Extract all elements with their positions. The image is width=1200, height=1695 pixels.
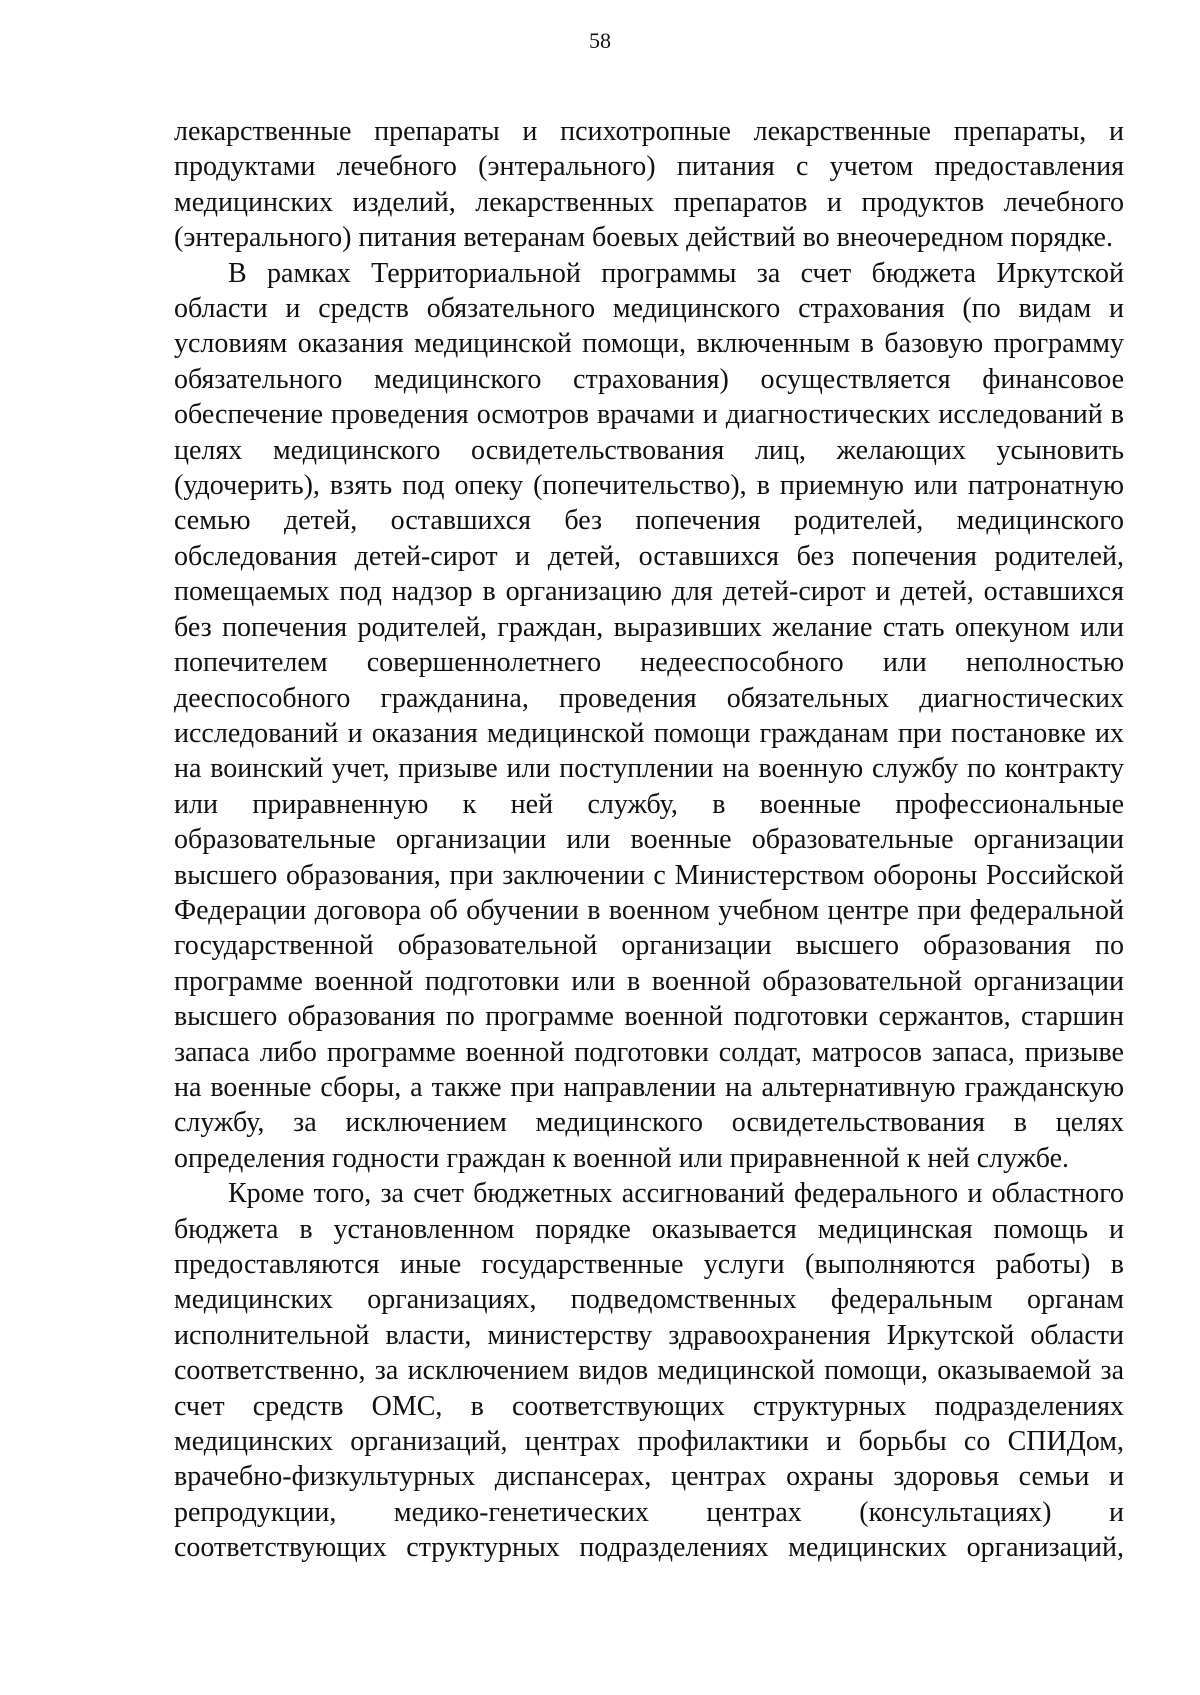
document-body bbox=[174, 114, 1124, 1566]
paragraph-territorial-program: В рамках Территориальной программы за счет бюджета Иркутской области и средств обязательного медицинского страхования (по видам и условиям оказания медицинской помощи, включенным в базовую программу обязательного медицинского страхования) осуществляется финансовое обеспечение проведения осмотров врачами и диагностических исследований в целях медицинского освидетельствования лиц, желающих усыновить (удочерить), взять под опеку (попечительство), в приемную или патронатную семью детей, оставшихся без попечения родителей, медицинского обследования детей-сирот и детей, оставшихся без попечения родителей, помещаемых под надзор в организацию для детей-сирот и детей, оставшихся без попечения родителей, граждан, выразивших желание стать опекуном или попечителем совершеннолетнего недееспособного или неполностью дееспособного гражданина, проведения обязательных диагностических исследований и оказания медицинской помощи гражданам при постановке их на воинский учет, призыве или поступлении на военную службу по контракту или приравненную к ней службу, в военные профессиональные образовательные организации или военные образовательные организации высшего образования, при заключении с Министерством обороны Российской Федерации договора об обучении в военном учебном центре при федеральной государственной образовательной организации высшего образования по программе военной подготовки или в военной образовательной организации высшего образования по программе военной подготовки сержантов, старшин запаса либо программе военной подготовки солдат, матросов запаса, призыве на военные сборы, а также при направлении на альтернативную гражданскую службу, за исключением медицинского освидетельствования в целях определения годности граждан к военной или приравненной к ней службе. bbox=[174, 257, 1124, 1174]
paragraph-budget-allocations: Кроме того, за счет бюджетных ассигнований федерального и областного бюджета в установленном порядке оказывается медицинская помощь и предоставляются иные государственные услуги (выполняются работы) в медицинских организациях, подведомственных федеральным органам исполнительной власти, министерству здравоохранения Иркутской области соответственно, за исключением видов медицинской помощи, оказываемой за счет средств ОМС, в соответствующих структурных подразделениях медицинских организаций, центрах профилактики и борьбы со СПИДом, врачебно-физкультурных диспансерах, центрах охраны здоровья семьи и репродукции, медико-генетических центрах (консультациях) и соответствующих структурных подразделениях медицинских организаций, bbox=[174, 1178, 1124, 1564]
page-number: 58 bbox=[589, 28, 611, 53]
paragraph-continuation: лекарственные препараты и психотропные лекарственные препараты, и продуктами лечебного (энтерального) питания с учетом предоставления медицинских изделий, лекарственных препаратов и продуктов лечебного (энтерального) питания ветеранам боевых действий во внеочередном порядке. bbox=[174, 116, 1124, 254]
